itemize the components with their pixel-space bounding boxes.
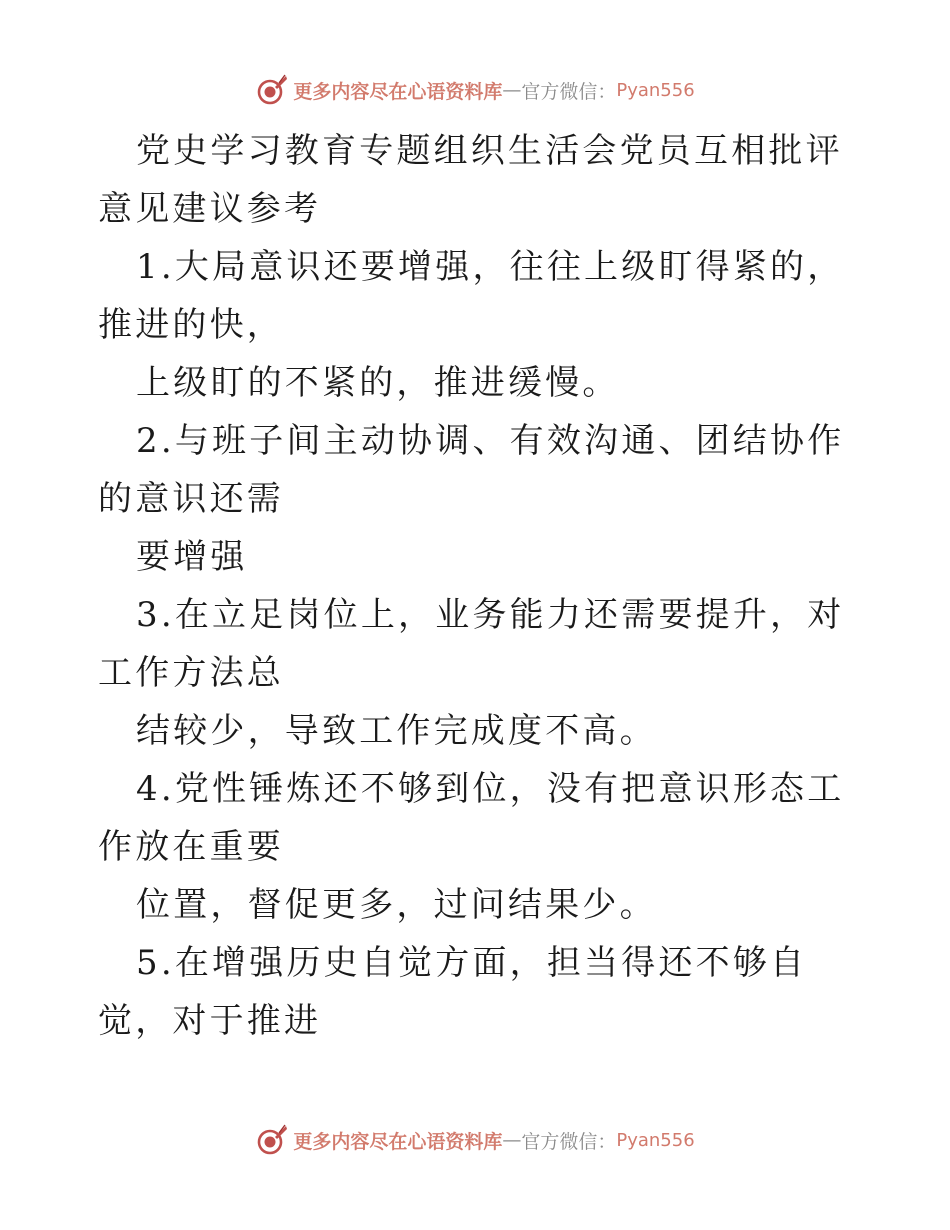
watermark-wechat-id: Pyan556 (616, 79, 695, 101)
paragraph: 3.在立足岗位上，业务能力还需要提升，对工作方法总 (98, 595, 845, 693)
footer-watermark (0, 1120, 950, 1160)
watermark-dash: — (502, 1129, 522, 1151)
paragraph: 位置，督促更多，过问结果少。 (136, 885, 657, 925)
watermark-wechat-id: Pyan556 (616, 1129, 695, 1151)
paragraph: 1.大局意识还要增强，往往上级盯得紧的，推进的快， (98, 247, 845, 345)
watermark-sub-text: 官方微信： (521, 1130, 617, 1153)
watermark-main-text: 更多内容尽在心语资料库 (293, 80, 503, 103)
quill-logo-icon (255, 73, 289, 107)
watermark-sub-text: 官方微信： (521, 80, 617, 103)
quill-logo-icon (255, 1123, 289, 1157)
watermark-main-text: 更多内容尽在心语资料库 (293, 1130, 503, 1153)
paragraph: 2.与班子间主动协调、有效沟通、团结协作的意识还需 (98, 421, 845, 519)
paragraph: 4.党性锤炼还不够到位，没有把意识形态工作放在重要 (98, 769, 845, 867)
watermark-dash: — (502, 79, 522, 101)
header-watermark (0, 70, 950, 110)
paragraph: 5.在增强历史自觉方面，担当得还不够自觉，对于推进 (98, 943, 808, 1041)
paragraph: 要增强 (136, 537, 248, 577)
document-body (98, 122, 858, 1050)
document-title: 党史学习教育专题组织生活会党员互相批评意见建议参考 (98, 131, 843, 229)
paragraph: 上级盯的不紧的，推进缓慢。 (136, 363, 620, 403)
paragraph: 结较少，导致工作完成度不高。 (136, 711, 657, 751)
